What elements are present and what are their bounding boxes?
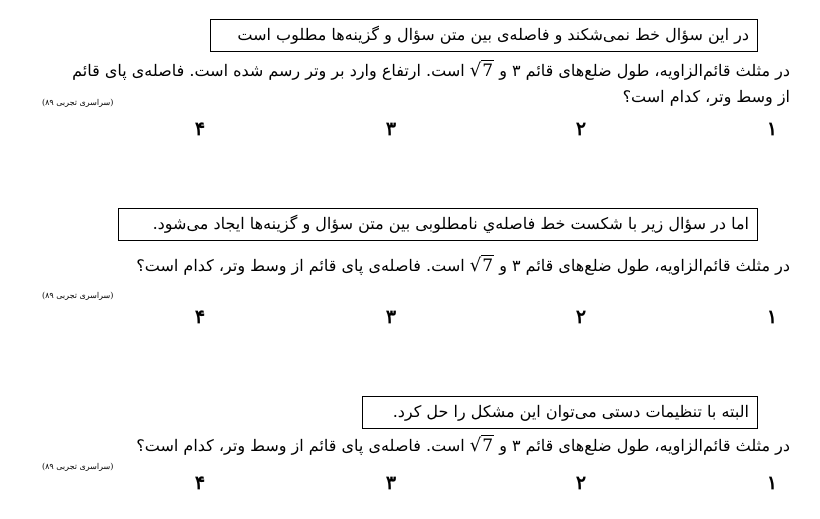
option-3-1[interactable]: ۱ bbox=[766, 472, 778, 494]
option-2-1[interactable]: ۱ bbox=[766, 306, 778, 328]
note-box-1 bbox=[210, 19, 758, 52]
sqrt-7-2: √7 bbox=[469, 255, 494, 276]
sqrt-7-1: √7 bbox=[469, 60, 494, 81]
sqrt-radicand-3: 7 bbox=[482, 436, 494, 456]
option-1-2[interactable]: ۲ bbox=[575, 118, 587, 140]
note-box-3 bbox=[362, 396, 758, 429]
option-1-1[interactable]: ۱ bbox=[766, 118, 778, 140]
note-box-2 bbox=[118, 208, 758, 241]
question-1-text-b: است. ارتفاع وارد بر وتر رسم شده است. فاصله‌ی پای قائم bbox=[72, 61, 465, 80]
source-3: (سراسری تجربی ۸۹) bbox=[42, 462, 114, 471]
sqrt-radicand-2: 7 bbox=[482, 256, 494, 276]
option-2-2[interactable]: ۲ bbox=[575, 306, 587, 328]
option-2-3[interactable]: ۳ bbox=[385, 306, 397, 328]
option-1-3[interactable]: ۳ bbox=[385, 118, 397, 140]
question-2 bbox=[136, 253, 790, 279]
question-1 bbox=[72, 58, 790, 110]
question-1-line-2 bbox=[72, 84, 790, 110]
option-2-4[interactable]: ۴ bbox=[194, 306, 206, 328]
question-3 bbox=[136, 433, 790, 459]
option-3-2[interactable]: ۲ bbox=[575, 472, 587, 494]
sqrt-radicand-1: 7 bbox=[482, 61, 494, 81]
question-1-text-a: در مثلث قائم‌الزاویه، طول ضلع‌های قائم ۳ و bbox=[499, 61, 790, 80]
question-1-text-c: از وسط وتر، کدام است؟ bbox=[622, 87, 790, 106]
question-2-text-a: در مثلث قائم‌الزاویه، طول ضلع‌های قائم ۳ و bbox=[499, 256, 790, 275]
source-1: (سراسری تجربی ۸۹) bbox=[42, 98, 114, 107]
question-3-text-b: است. فاصله‌ی پای قائم از وسط وتر، کدام است؟ bbox=[136, 436, 465, 455]
sqrt-7-3: √7 bbox=[469, 435, 494, 456]
source-2: (سراسری تجربی ۸۹) bbox=[42, 291, 114, 300]
option-3-3[interactable]: ۳ bbox=[385, 472, 397, 494]
note-text-2: اما در سؤال زیر با شکست خط فاصله‌ي نامطلوبی بین متن سؤال و گزینه‌ها ایجاد می‌شود. bbox=[152, 214, 749, 233]
question-3-line-1 bbox=[136, 433, 790, 459]
option-1-4[interactable]: ۴ bbox=[194, 118, 206, 140]
note-text-3: البته با تنظیمات دستی می‌توان این مشکل را حل کرد. bbox=[392, 402, 749, 421]
question-2-text-b: است. فاصله‌ی پای قائم از وسط وتر، کدام است؟ bbox=[136, 256, 465, 275]
note-text-1: در این سؤال خط نمی‌شکند و فاصله‌ی بین متن سؤال و گزینه‌ها مطلوب است bbox=[237, 25, 749, 44]
option-3-4[interactable]: ۴ bbox=[194, 472, 206, 494]
question-3-text-a: در مثلث قائم‌الزاویه، طول ضلع‌های قائم ۳ و bbox=[499, 436, 790, 455]
question-1-line-1 bbox=[72, 58, 790, 84]
question-2-line-1 bbox=[136, 253, 790, 279]
